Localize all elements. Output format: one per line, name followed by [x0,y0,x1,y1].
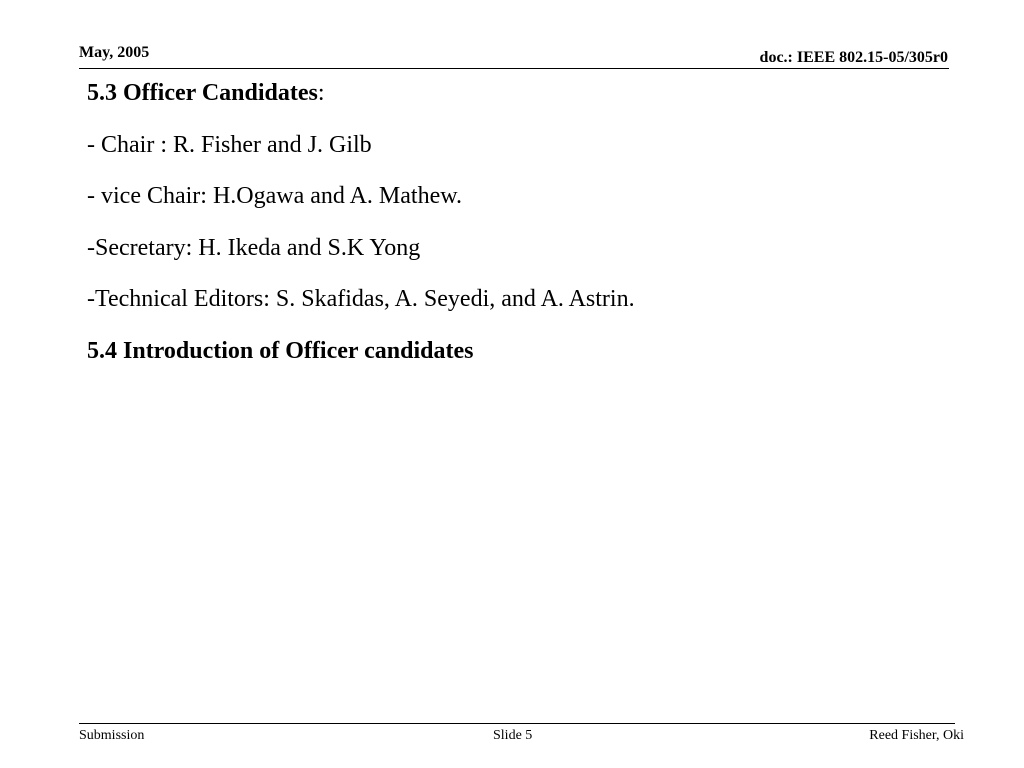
footer-submission: Submission [79,728,145,743]
footer-author: Reed Fisher, Oki [869,728,964,743]
section-heading-5-3-colon: : [317,80,325,106]
header-date: May, 2005 [79,44,150,61]
footer-divider [79,723,955,724]
secretary-line: -Secretary: H. Ikeda and S.K Yong [87,234,421,261]
section-heading-5-3-title: 5.3 Officer Candidates [87,80,318,106]
footer-slide-number: Slide 5 [493,728,533,743]
header-doc-id: doc.: IEEE 802.15-05/305r0 [759,49,948,66]
section-heading-5-3 [87,78,947,108]
section-heading-5-4: 5.4 Introduction of Officer candidates [87,337,474,364]
slide-content [87,78,947,387]
header-divider [79,68,949,69]
vice-chair-line: - vice Chair: H.Ogawa and A. Mathew. [87,183,462,209]
technical-editors-line: -Technical Editors: S. Skafidas, A. Seyedi, and A. Astrin. [87,286,635,312]
chair-line: - Chair : R. Fisher and J. Gilb [87,131,372,158]
